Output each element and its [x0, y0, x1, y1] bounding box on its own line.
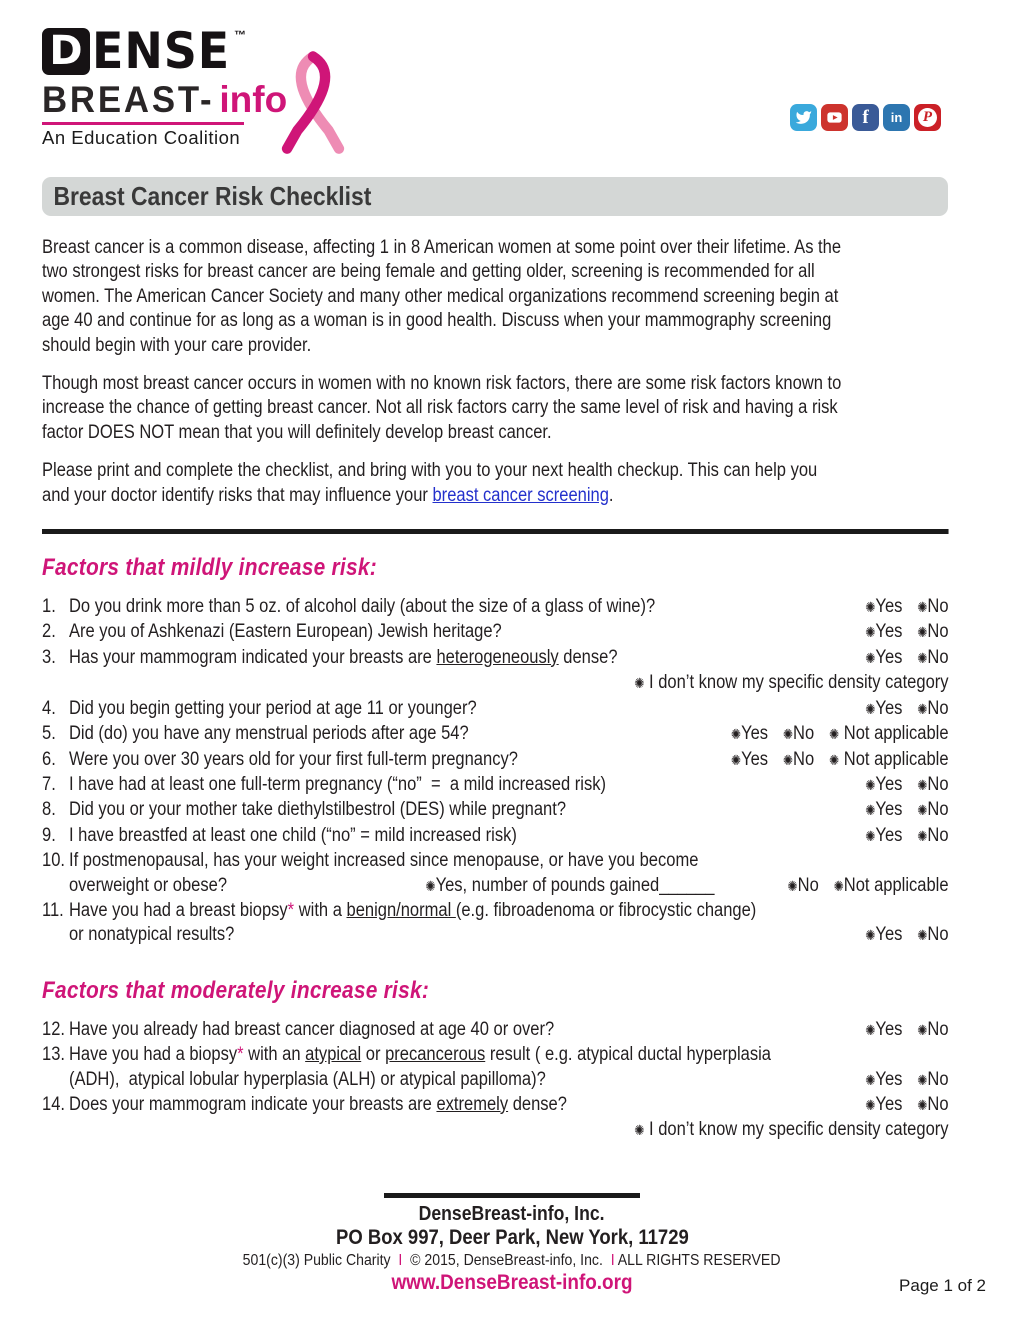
checkbox-no[interactable]: ✺No — [917, 1093, 949, 1115]
facebook-icon[interactable]: f — [852, 104, 879, 131]
social-icons-bar — [790, 104, 941, 131]
checkbox-not-applicable[interactable]: ✺ Not applicable — [828, 748, 949, 770]
checkbox-glyph-icon: ✺ — [865, 828, 876, 845]
item-number: 12. — [42, 1018, 65, 1040]
checkbox-no[interactable]: ✺No — [917, 596, 949, 618]
checkbox-glyph-icon: ✺ — [917, 701, 928, 718]
checkbox-glyph-icon: ✺ — [865, 701, 876, 718]
breast-cancer-screening-link[interactable]: breast cancer screening — [432, 484, 609, 506]
checkbox-glyph-icon: ✺ — [787, 878, 798, 895]
checkbox-no[interactable]: ✺No — [917, 621, 949, 643]
item-number: 11. — [42, 899, 64, 921]
checkbox-no[interactable]: ✺No — [917, 799, 949, 821]
footer-url-link[interactable]: www.DenseBreast-info.org — [391, 1270, 633, 1294]
divider-rule — [42, 529, 949, 534]
item-text: overweight or obese? — [68, 874, 228, 896]
checklist-row — [42, 798, 949, 823]
youtube-icon[interactable] — [821, 104, 848, 131]
item-text: (ADH), atypical lobular hyperplasia (ALH) or atypical papilloma)? — [68, 1068, 546, 1090]
checkbox-not-applicable[interactable]: ✺ Not applicable — [828, 723, 949, 745]
checkbox-density-unknown[interactable]: ✺ I don’t know my specific density category — [634, 672, 949, 694]
checklist-row — [42, 748, 949, 773]
checkbox-no[interactable]: ✺No — [917, 824, 949, 846]
checkbox-glyph-icon: ✺ — [917, 777, 928, 794]
section-heading: Factors that mildly increase risk: — [42, 554, 377, 582]
item-text: Were you over 30 years old for your first full-term pregnancy? — [68, 748, 518, 770]
checkbox-glyph-icon: ✺ — [634, 676, 645, 693]
page-title: Breast Cancer Risk Checklist — [53, 181, 372, 211]
checkbox-glyph-icon: ✺ — [917, 650, 928, 667]
item-text: Have you had a breast biopsy* with a benign/normal (e.g. fibroadenoma or fibrocystic change) — [68, 899, 757, 921]
intro-paragraph: Please print and complete the checklist, and bring with you to your next health checkup. This can help you and your doctor identify risks that may influence your breast cancer screening. — [42, 460, 818, 506]
checkbox-no[interactable]: ✺No — [787, 874, 819, 896]
item-number: 9. — [42, 824, 56, 846]
checkbox-no[interactable]: ✺No — [782, 748, 815, 770]
checkbox-yes[interactable]: ✺Yes — [865, 773, 903, 795]
item-text: Are you of Ashkenazi (Eastern European) Jewish heritage? — [68, 621, 502, 643]
checkbox-yes[interactable]: ✺Yes — [865, 1068, 903, 1090]
logo-breast-text: BREAST- — [42, 79, 215, 120]
logo-tagline: An Education Coalition — [42, 127, 241, 148]
checklist-row — [42, 697, 949, 722]
checkbox-glyph-icon: ✺ — [865, 928, 876, 945]
checklist-row — [42, 1043, 949, 1067]
checkbox-yes[interactable]: ✺Yes — [865, 646, 903, 668]
linkedin-icon[interactable]: in — [883, 104, 910, 131]
checkbox-glyph-icon: ✺ — [730, 727, 742, 744]
footer-rule — [384, 1193, 640, 1198]
section-heading: Factors that moderately increase risk: — [42, 976, 430, 1004]
footer-address: PO Box 997, Deer Park, New York, 11729 — [335, 1226, 689, 1249]
checkbox-yes[interactable]: ✺Yes — [865, 1093, 903, 1115]
checkbox-glyph-icon: ✺ — [917, 1022, 928, 1039]
item-number: 7. — [42, 773, 56, 795]
item-number: 6. — [42, 748, 56, 770]
density-unknown-row — [42, 1118, 949, 1143]
checkbox-no[interactable]: ✺No — [917, 773, 949, 795]
checkbox-yes[interactable]: ✺Yes — [730, 748, 769, 770]
item-text: Do you drink more than 5 oz. of alcohol daily (about the size of a glass of wine)? — [68, 596, 656, 618]
checkbox-glyph-icon: ✺ — [782, 752, 794, 769]
checklist-row — [42, 1068, 949, 1093]
item-number: 5. — [42, 723, 56, 745]
checkbox-not-applicable[interactable]: ✺Not applicable — [833, 874, 949, 896]
checklist-row — [42, 646, 949, 671]
page-number: Page 1 of 2 — [899, 1276, 986, 1295]
document-body — [42, 236, 949, 1144]
checkbox-glyph-icon: ✺ — [865, 1097, 876, 1114]
item-number: 3. — [42, 646, 56, 668]
checkbox-glyph-icon: ✺ — [828, 727, 840, 744]
intro-paragraphs — [42, 236, 949, 508]
checkbox-no[interactable]: ✺No — [917, 1018, 949, 1040]
checkbox-glyph-icon: ✺ — [782, 727, 794, 744]
checklist-row — [42, 1093, 949, 1118]
checklist-row — [42, 620, 949, 645]
footer-legal: 501(c)(3) Public Charity I © 2015, DenseBreast-info, Inc. I ALL RIGHTS RESERVED — [243, 1252, 781, 1269]
checklist-row — [42, 824, 949, 849]
page-title-bar — [42, 177, 948, 216]
checkbox-glyph-icon: ✺ — [865, 777, 876, 794]
checkbox-glyph-icon: ✺ — [634, 1123, 645, 1140]
checkbox-glyph-icon: ✺ — [917, 928, 928, 945]
checklist-row — [42, 874, 949, 899]
checkbox-yes[interactable]: ✺Yes — [865, 596, 903, 618]
checkbox-no[interactable]: ✺No — [917, 646, 949, 668]
item-text: Did (do) you have any menstrual periods after age 54? — [68, 723, 469, 745]
checkbox-glyph-icon: ✺ — [917, 828, 928, 845]
item-number: 2. — [42, 621, 56, 643]
item-text: I have had at least one full-term pregnancy (“no” = a mild increased risk) — [68, 773, 606, 795]
logo-d-mark: D — [42, 28, 90, 75]
item-text: Did you or your mother take diethylstilbestrol (DES) while pregnant? — [68, 799, 567, 821]
checkbox-yes[interactable]: ✺Yes — [730, 723, 769, 745]
checkbox-glyph-icon: ✺ — [425, 878, 436, 895]
checkbox-glyph-icon: ✺ — [865, 600, 876, 617]
checklist-sections — [42, 553, 949, 1144]
checkbox-yes[interactable]: ✺Yes — [865, 1018, 903, 1040]
density-unknown-row — [42, 671, 949, 696]
checkbox-yes[interactable]: ✺Yes — [865, 824, 903, 846]
intro-paragraph: Though most breast cancer occurs in women with no known risk factors, there are some risk factors known to increase the chance of getting breast cancer. Not all risk factors carry the same level of risk and having a risk factor DOES NOT mean that you will definitely develop breast cancer. — [42, 373, 842, 443]
checkbox-yes[interactable]: ✺Yes — [865, 621, 903, 643]
item-number: 10. — [42, 850, 65, 872]
intro-paragraph: Breast cancer is a common disease, affecting 1 in 8 American women at some point over their lifetime. As the two strongest risks for breast cancer are being female and getting older, screening is recommended for all women. The American Cancer Society and many other medical organizations recommend screening begin at age 40 and continue for as long as a woman is in good health. Discuss when your mammography screening should begin with your care provider. — [42, 237, 842, 356]
twitter-icon[interactable] — [790, 104, 817, 131]
checkbox-glyph-icon: ✺ — [865, 625, 876, 642]
logo-dense-text: ENSE — [92, 22, 231, 80]
checkbox-no[interactable]: ✺No — [917, 1068, 949, 1090]
logo-pink-underline — [42, 122, 244, 125]
checkbox-glyph-icon: ✺ — [833, 878, 844, 895]
checkbox-no[interactable]: ✺No — [782, 723, 815, 745]
checkbox-glyph-icon: ✺ — [865, 1022, 876, 1039]
checklist-row — [42, 849, 949, 873]
checkbox-no[interactable]: ✺No — [917, 924, 949, 946]
checkbox-no[interactable]: ✺No — [917, 697, 949, 719]
checkbox-glyph-icon: ✺ — [865, 803, 876, 820]
checklist-row — [42, 773, 949, 798]
checkbox-yes[interactable]: ✺Yes — [865, 924, 903, 946]
checkbox-yes[interactable]: ✺Yes — [865, 799, 903, 821]
item-number: 8. — [42, 799, 56, 821]
checklist-row — [42, 923, 949, 948]
checkbox-glyph-icon: ✺ — [865, 650, 876, 667]
item-text: Has your mammogram indicated your breasts are heterogeneously dense? — [68, 646, 618, 668]
trademark-symbol: ™ — [234, 28, 247, 42]
checklist-row — [42, 595, 949, 620]
logo-info-text: info — [219, 79, 288, 120]
item-text: If postmenopausal, has your weight increased since menopause, or have you become — [68, 850, 699, 872]
checklist-row — [42, 1018, 949, 1043]
item-text: Does your mammogram indicate your breasts are extremely dense? — [68, 1093, 567, 1115]
pinterest-icon[interactable]: P — [914, 104, 941, 131]
checkbox-glyph-icon: ✺ — [917, 1097, 928, 1114]
checkbox-glyph-icon: ✺ — [730, 752, 742, 769]
checklist-row — [42, 899, 949, 923]
item-text: Have you already had breast cancer diagnosed at age 40 or over? — [68, 1018, 555, 1040]
item-number: 4. — [42, 697, 56, 719]
checkbox-yes[interactable]: ✺Yes — [865, 697, 903, 719]
checkbox-glyph-icon: ✺ — [917, 600, 928, 617]
item-text: or nonatypical results? — [68, 924, 235, 946]
checkbox-glyph-icon: ✺ — [828, 752, 840, 769]
item-number: 13. — [42, 1044, 65, 1066]
checkbox-yes-pounds-gained[interactable]: ✺Yes, number of pounds gained______ — [425, 874, 715, 896]
item-number: 1. — [42, 596, 56, 618]
checkbox-glyph-icon: ✺ — [917, 803, 928, 820]
densebreast-logo — [42, 22, 342, 149]
checkbox-density-unknown[interactable]: ✺ I don’t know my specific density category — [634, 1119, 949, 1141]
footer-org: DenseBreast-info, Inc. — [419, 1203, 605, 1225]
item-number: 14. — [42, 1093, 65, 1115]
item-text: Did you begin getting your period at age 11 or younger? — [68, 697, 477, 719]
checkbox-glyph-icon: ✺ — [865, 1072, 876, 1089]
checkbox-glyph-icon: ✺ — [917, 1072, 928, 1089]
checkbox-glyph-icon: ✺ — [917, 625, 928, 642]
item-text: I have breastfed at least one child (“no” = mild increased risk) — [68, 824, 517, 846]
item-text: Have you had a biopsy* with an atypical or precancerous result ( e.g. atypical ductal hyperplasia — [68, 1044, 771, 1066]
checklist-row — [42, 722, 949, 747]
